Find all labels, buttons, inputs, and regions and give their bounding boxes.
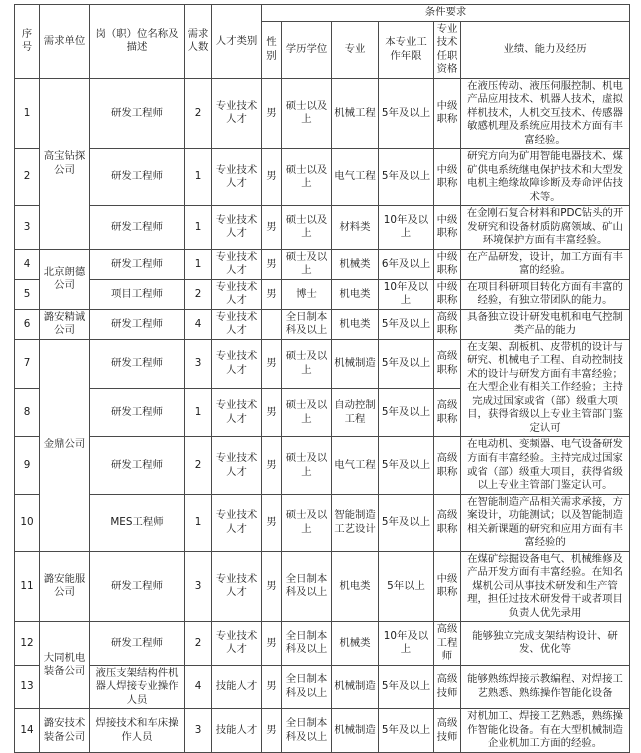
cell-major: 机械类 [332, 622, 379, 666]
cell-sex: 男 [262, 622, 282, 666]
cell-seq: 4 [15, 249, 40, 279]
cell-years: 10年及以上 [379, 279, 434, 309]
cell-count: 2 [185, 437, 212, 494]
cell-qualification: 中级职称 [434, 149, 461, 206]
cell-performance: 能够独立完成支架结构设计、研发、优化等 [461, 622, 630, 666]
cell-education: 全日制本科及以上 [282, 309, 332, 339]
cell-education: 全日制本科及以上 [282, 665, 332, 709]
cell-qualification: 中级职称 [434, 78, 461, 149]
table-row [15, 206, 630, 250]
cell-count: 2 [185, 78, 212, 149]
cell-seq: 3 [15, 206, 40, 250]
cell-major: 智能制造工艺设计 [332, 494, 379, 551]
table-row [15, 665, 630, 709]
cell-qualification: 高级职称 [434, 309, 461, 339]
table-row [15, 339, 630, 388]
cell-unit: 北京朗德公司 [40, 249, 90, 309]
cell-qualification: 高级工程师 [434, 622, 461, 666]
cell-post: 焊接技术和车床操作人员 [90, 709, 185, 753]
cell-qualification: 高级职称 [434, 494, 461, 551]
cell-post: 研发工程师 [90, 622, 185, 666]
cell-talent-type: 专业技术人才 [212, 551, 262, 622]
cell-performance: 研究方向为矿用智能电器技术、煤矿供电系统继电保护技术和大型发电机主绝缘故障诊断及寿命评估技术等。 [461, 149, 630, 206]
cell-education: 全日制本科及以上 [282, 709, 332, 753]
cell-major: 机械工程 [332, 78, 379, 149]
cell-performance: 在电动机、变频器、电气设备研发方面有丰富经验。主持完成过国家或省（部）级重大项目，获得省级以上专业主管部门鉴定认可。 [461, 437, 630, 494]
cell-seq: 10 [15, 494, 40, 551]
cell-years: 5年及以上 [379, 149, 434, 206]
cell-education: 硕士以及上 [282, 206, 332, 250]
cell-post: 研发工程师 [90, 78, 185, 149]
cell-seq: 13 [15, 665, 40, 709]
cell-sex: 男 [262, 709, 282, 753]
header-major: 专业 [332, 21, 379, 78]
cell-years: 10年及以上 [379, 206, 434, 250]
cell-performance: 在液压传动、液压伺服控制、机电产品应用技术、机器人技术，虚拟样机技术，人机交互技术、传感器敏感机理及系统应用技术方面有丰富经验。 [461, 78, 630, 149]
header-education: 学历学位 [282, 21, 332, 78]
cell-years: 5年及以上 [379, 78, 434, 149]
header-row-top [15, 5, 630, 22]
cell-education: 全日制本科及以上 [282, 551, 332, 622]
cell-count: 4 [185, 309, 212, 339]
cell-post: 研发工程师 [90, 206, 185, 250]
header-sex: 性别 [262, 21, 282, 78]
cell-performance: 在项目科研项目转化方面有丰富的经验，有独立带团队的能力。 [461, 279, 630, 309]
cell-count: 1 [185, 206, 212, 250]
cell-talent-type: 专业技术人才 [212, 388, 262, 437]
table-row [15, 149, 630, 206]
cell-post: 研发工程师 [90, 309, 185, 339]
cell-talent-type: 专业技术人才 [212, 339, 262, 388]
cell-unit: 潞安精诚公司 [40, 309, 90, 339]
cell-qualification: 高级职称 [434, 339, 461, 388]
cell-unit: 潞安能服公司 [40, 551, 90, 622]
cell-performance: 在智能制造产品相关需求承接，方案设计，功能测试；以及智能制造相关新课题的研究和应用方面有丰富经验的 [461, 494, 630, 551]
cell-performance: 具备独立设计研发电机和电气控制类产品的能力 [461, 309, 630, 339]
cell-count: 3 [185, 551, 212, 622]
table-header [15, 5, 630, 79]
table-row [15, 551, 630, 622]
table-row [15, 279, 630, 309]
cell-years: 5年及以上 [379, 309, 434, 339]
cell-post: 研发工程师 [90, 551, 185, 622]
header-seq: 序号 [15, 5, 40, 79]
cell-unit: 潞安技术装备公司 [40, 709, 90, 753]
cell-unit: 高宝钻探公司 [40, 78, 90, 249]
cell-talent-type: 技能人才 [212, 665, 262, 709]
cell-talent-type: 专业技术人才 [212, 309, 262, 339]
header-performance: 业绩、能力及经历 [461, 21, 630, 78]
cell-major: 机械制造 [332, 665, 379, 709]
cell-years: 5年及以上 [379, 665, 434, 709]
table-row [15, 622, 630, 666]
cell-sex: 男 [262, 78, 282, 149]
cell-years: 5年及以上 [379, 339, 434, 388]
cell-years: 5年及以上 [379, 437, 434, 494]
cell-post: 研发工程师 [90, 388, 185, 437]
cell-seq: 9 [15, 437, 40, 494]
cell-count: 3 [185, 339, 212, 388]
cell-qualification: 中级职称 [434, 279, 461, 309]
cell-seq: 14 [15, 709, 40, 753]
cell-talent-type: 专业技术人才 [212, 494, 262, 551]
cell-major: 机电类 [332, 309, 379, 339]
cell-major: 材料类 [332, 206, 379, 250]
table-row [15, 494, 630, 551]
cell-sex: 男 [262, 206, 282, 250]
cell-unit: 大同机电装备公司 [40, 622, 90, 709]
cell-talent-type: 专业技术人才 [212, 149, 262, 206]
cell-major: 电气工程 [332, 437, 379, 494]
cell-qualification: 中级职称 [434, 551, 461, 622]
cell-education: 硕士及以上 [282, 339, 332, 388]
cell-count: 2 [185, 279, 212, 309]
cell-seq: 8 [15, 388, 40, 437]
table-row [15, 709, 630, 753]
cell-sex: 男 [262, 249, 282, 279]
cell-performance: 在产品研发，设计，加工方面有丰富的经验。 [461, 249, 630, 279]
cell-post: MES工程师 [90, 494, 185, 551]
cell-seq: 6 [15, 309, 40, 339]
cell-sex: 男 [262, 665, 282, 709]
cell-seq: 2 [15, 149, 40, 206]
cell-sex: 男 [262, 388, 282, 437]
cell-education: 硕士以及上 [282, 149, 332, 206]
cell-years: 5年及以上 [379, 709, 434, 753]
table-row [15, 78, 630, 149]
cell-performance: 在煤矿综掘设备电气、机械维修及产品开发方面有丰富经验。在知名煤机公司从事技术研发和生产管理，担任过技术研发骨干或者项目负责人优先录用 [461, 551, 630, 622]
cell-major: 机械制造 [332, 339, 379, 388]
table-body [15, 78, 630, 752]
cell-talent-type: 技能人才 [212, 709, 262, 753]
cell-education: 硕士及以上 [282, 494, 332, 551]
cell-performance: 在支架、刮板机、皮带机的设计与研究、机械电子工程、自动控制技术的设计与研发方面有丰富经验；在大型企业有相关工作经验；主持完成过国家或省（部）级重大项目，获得省级以上专业主管部门鉴定认可 [461, 339, 630, 437]
cell-post: 研发工程师 [90, 437, 185, 494]
cell-seq: 1 [15, 78, 40, 149]
cell-talent-type: 专业技术人才 [212, 249, 262, 279]
cell-qualification: 中级职称 [434, 249, 461, 279]
cell-talent-type: 专业技术人才 [212, 78, 262, 149]
cell-sex [262, 309, 282, 339]
cell-talent-type: 专业技术人才 [212, 206, 262, 250]
header-unit: 需求单位 [40, 5, 90, 79]
cell-post: 项目工程师 [90, 279, 185, 309]
cell-count: 2 [185, 622, 212, 666]
cell-years: 5年以上 [379, 551, 434, 622]
cell-unit: 金鼎公司 [40, 339, 90, 551]
cell-count: 1 [185, 149, 212, 206]
cell-qualification: 高级职称 [434, 437, 461, 494]
cell-education: 硕士及以上 [282, 249, 332, 279]
cell-years: 5年及以上 [379, 388, 434, 437]
cell-count: 1 [185, 388, 212, 437]
cell-seq: 5 [15, 279, 40, 309]
cell-talent-type: 专业技术人才 [212, 622, 262, 666]
cell-post: 研发工程师 [90, 339, 185, 388]
header-years: 本专业工作年限 [379, 21, 434, 78]
header-condition-group: 条件要求 [262, 5, 630, 22]
cell-major: 电气工程 [332, 149, 379, 206]
cell-count: 4 [185, 665, 212, 709]
table-row [15, 309, 630, 339]
cell-qualification: 高级职称 [434, 388, 461, 437]
cell-years: 6年及以上 [379, 249, 434, 279]
cell-post: 液压支架结构件机器人焊接专业操作人员 [90, 665, 185, 709]
cell-talent-type: 专业技术人才 [212, 279, 262, 309]
table-row [15, 249, 630, 279]
cell-seq: 11 [15, 551, 40, 622]
cell-qualification: 中级职称 [434, 206, 461, 250]
cell-qualification: 高级技师 [434, 665, 461, 709]
cell-performance: 能够熟练焊接示教编程、对焊接工艺熟悉、熟练操作智能化设备 [461, 665, 630, 709]
cell-major: 自动控制工程 [332, 388, 379, 437]
cell-performance: 对机加工、焊接工艺熟悉，熟练操作智能化设备。有在大型机械制造企业机加工方面的经验。 [461, 709, 630, 753]
cell-talent-type: 专业技术人才 [212, 437, 262, 494]
cell-sex: 男 [262, 339, 282, 388]
header-talent-type: 人才类别 [212, 5, 262, 79]
cell-sex: 男 [262, 279, 282, 309]
cell-count: 1 [185, 494, 212, 551]
cell-count: 1 [185, 249, 212, 279]
table-row [15, 437, 630, 494]
cell-sex: 男 [262, 149, 282, 206]
cell-major: 机电类 [332, 551, 379, 622]
cell-years: 10年及以上 [379, 622, 434, 666]
cell-education: 博士 [282, 279, 332, 309]
cell-post: 研发工程师 [90, 249, 185, 279]
header-qualification: 专业技术任职资格 [434, 21, 461, 78]
cell-seq: 12 [15, 622, 40, 666]
cell-sex: 男 [262, 494, 282, 551]
cell-major: 机械类 [332, 249, 379, 279]
cell-education: 全日制本科及以上 [282, 622, 332, 666]
cell-major: 机电类 [332, 279, 379, 309]
recruitment-table [14, 4, 630, 753]
cell-education: 硕士及以上 [282, 437, 332, 494]
cell-qualification: 高级技师 [434, 709, 461, 753]
cell-major: 机械制造 [332, 709, 379, 753]
cell-education: 硕士以及上 [282, 78, 332, 149]
cell-education: 硕士及以上 [282, 388, 332, 437]
cell-years: 5年及以上 [379, 494, 434, 551]
cell-sex: 男 [262, 551, 282, 622]
header-count: 需求人数 [185, 5, 212, 79]
header-post: 岗（职）位名称及描述 [90, 5, 185, 79]
cell-sex: 男 [262, 437, 282, 494]
cell-count: 3 [185, 709, 212, 753]
cell-post: 研发工程师 [90, 149, 185, 206]
cell-performance: 在金刚石复合材料和PDC钻头的开发研究和设备材质防腐领域、矿山环境保护方面有丰富经验。 [461, 206, 630, 250]
cell-seq: 7 [15, 339, 40, 388]
